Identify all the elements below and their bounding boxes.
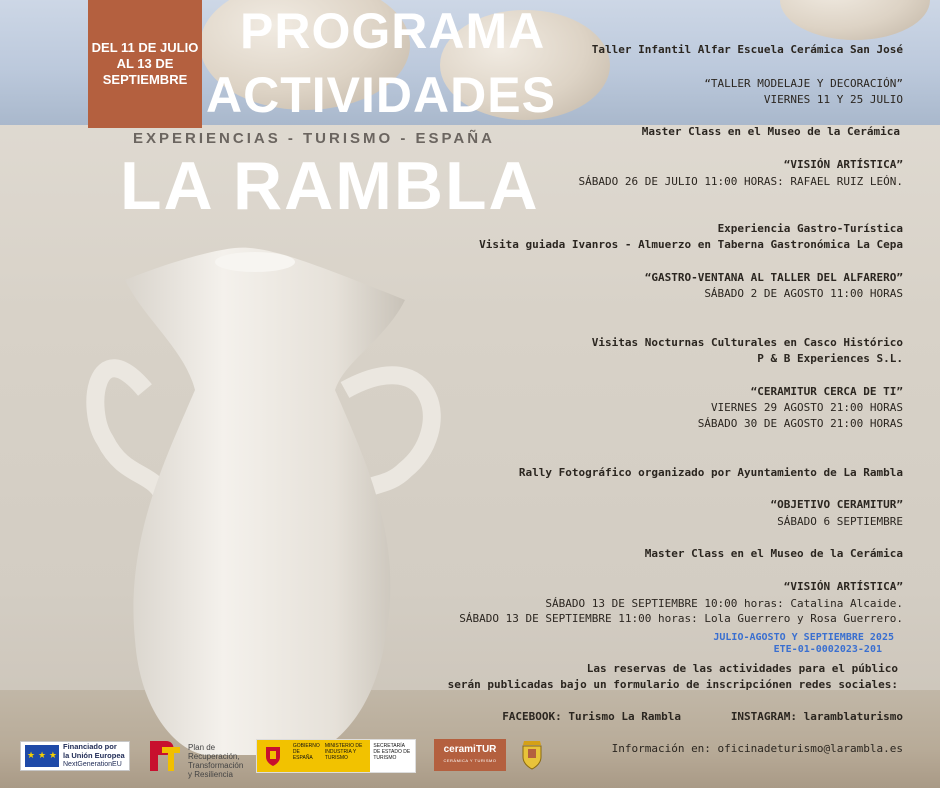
- registration-period: JULIO-AGOSTO Y SEPTIEMBRE 2025: [713, 632, 894, 643]
- program-line: “VISIÓN ARTÍSTICA”: [783, 158, 903, 171]
- program-line: “GASTRO-VENTANA AL TALLER DEL ALFARERO”: [644, 271, 903, 284]
- subtitle: EXPERIENCIAS - TURISMO - ESPAÑA: [133, 130, 495, 147]
- prtr-logo-text: Plan de Recuperación, Transformación y Resiliencia: [188, 743, 244, 779]
- registration-notice: serán publicadas bajo un formulario de inscripciónen redes sociales:: [447, 678, 898, 691]
- gob-logo-text: GOBIERNO DE ESPAÑA: [290, 740, 322, 772]
- eu-logo-text: NextGenerationEU: [63, 761, 122, 768]
- ceramic-vase-illustration: [85, 240, 465, 760]
- program-line: “OBJETIVO CERAMITUR”: [770, 498, 903, 511]
- program-line: SÁBADO 30 DE AGOSTO 21:00 HORAS: [697, 417, 903, 430]
- registration-notice: Las reservas de las actividades para el público: [586, 662, 898, 675]
- program-line: “VISIÓN ARTÍSTICA”: [783, 580, 903, 593]
- ceramitur-logo-tag: CERÁMICA Y TURISMO: [443, 758, 497, 763]
- date-line: SEPTIEMBRE: [102, 72, 188, 87]
- program-line: SÁBADO 6 SEPTIEMBRE: [777, 515, 903, 528]
- program-line: Visitas Nocturnas Culturales en Casco Histórico: [591, 336, 903, 349]
- program-line: Visita guiada Ivanros - Almuerzo en Taberna Gastronómica La Cepa: [479, 238, 903, 251]
- program-line: SÁBADO 2 DE AGOSTO 11:00 HORAS: [704, 287, 903, 300]
- spain-shield-icon: [257, 740, 290, 772]
- ceramitur-logo-name: ceramiTUR: [443, 744, 497, 755]
- program-line: SÁBADO 26 DE JULIO 11:00 HORAS: RAFAEL RUIZ LEÓN.: [578, 175, 903, 188]
- title-programa: PROGRAMA: [240, 3, 546, 59]
- date-line: DEL 11 DE JULIO: [91, 40, 199, 55]
- eu-flag-icon: ★ ★ ★: [25, 745, 59, 767]
- program-line: Experiencia Gastro-Turística: [717, 222, 903, 235]
- gob-logo-text: MINISTERIO DE INDUSTRIA Y TURISMO: [322, 740, 371, 772]
- eu-logo-text: la Unión Europea: [63, 751, 125, 760]
- program-line: Master Class en el Museo de la Cerámica: [644, 547, 903, 560]
- facebook-link[interactable]: FACEBOOK: Turismo La Rambla: [502, 710, 681, 723]
- program-line: Master Class en el Museo de la Cerámica: [641, 125, 900, 138]
- ceramitur-logo: [434, 739, 506, 771]
- program-line: SÁBADO 13 DE SEPTIEMBRE 10:00 horas: Catalina Alcaide.: [545, 597, 903, 610]
- la-rambla-crest-icon: [520, 739, 544, 771]
- program-line: VIERNES 11 Y 25 JULIO: [763, 93, 903, 106]
- instagram-link[interactable]: INSTAGRAM: laramblaturismo: [730, 710, 903, 723]
- eu-logo-text: Financiado por: [63, 742, 117, 751]
- city-title: LA RAMBLA: [120, 148, 540, 224]
- program-line: SÁBADO 13 DE SEPTIEMBRE 11:00 horas: Lola Guerrero y Rosa Guerrero.: [459, 612, 903, 625]
- registration-code: ETE-01-0002023-201: [773, 644, 882, 655]
- eu-funding-logo: [20, 741, 130, 771]
- prtr-logo-icon: [146, 739, 182, 773]
- info-email-link[interactable]: Información en: oficinadeturismo@larambla.es: [611, 742, 903, 755]
- date-range-badge: [88, 0, 202, 128]
- gobierno-espana-logo: [256, 739, 416, 773]
- program-line: VIERNES 29 AGOSTO 21:00 HORAS: [710, 401, 903, 414]
- title-actividades: ACTIVIDADES: [206, 67, 556, 123]
- program-line: Taller Infantil Alfar Escuela Cerámica San José: [591, 43, 903, 56]
- program-line: Rally Fotográfico organizado por Ayuntamiento de La Rambla: [518, 466, 903, 479]
- date-line: AL 13 DE: [116, 56, 174, 71]
- program-line: “TALLER MODELAJE Y DECORACIÓN”: [704, 77, 903, 90]
- gob-logo-text: SECRETARÍA DE ESTADO DE TURISMO: [373, 743, 411, 761]
- program-line: P & B Experiences S.L.: [757, 352, 903, 365]
- sponsor-logos: [0, 735, 940, 788]
- program-line: “CERAMITUR CERCA DE TI”: [750, 385, 903, 398]
